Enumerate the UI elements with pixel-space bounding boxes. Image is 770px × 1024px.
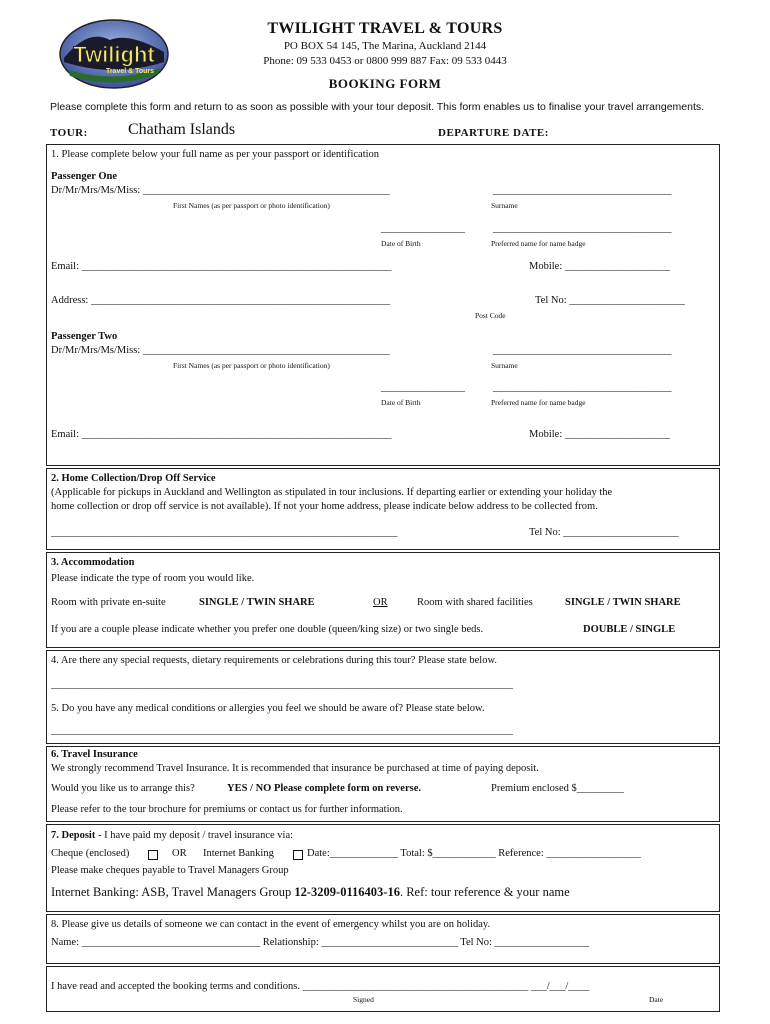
deposit-details-fields[interactable]: Date:_____________ Total: $____________ Reference: __________________ xyxy=(307,848,641,859)
internet-banking-checkbox[interactable] xyxy=(293,850,303,860)
section-3-text: Please indicate the type of room you would like. xyxy=(51,573,255,584)
collection-tel-field[interactable]: Tel No: ______________________ xyxy=(529,527,679,538)
p1-surname-caption: Surname xyxy=(491,201,518,210)
p1-dob-caption: Date of Birth xyxy=(381,239,421,248)
form-intro: Please complete this form and return to as soon as possible with your tour deposit. This form enables us to finalise your travel arrangements. xyxy=(50,101,705,113)
p2-first-names-field[interactable]: Dr/Mr/Mrs/Ms/Miss: _______________________________________________ xyxy=(51,345,390,356)
private-room-options[interactable]: SINGLE / TWIN SHARE xyxy=(199,597,315,608)
p1-dob-field[interactable]: ________________ xyxy=(381,223,465,234)
payment-or-label: OR xyxy=(172,848,187,859)
tour-label: TOUR: xyxy=(50,127,88,139)
p2-dob-caption: Date of Birth xyxy=(381,398,421,407)
company-name: TWILIGHT TRAVEL & TOURS xyxy=(267,20,503,37)
postcode-caption: Post Code xyxy=(475,311,506,320)
tour-value[interactable]: Chatham Islands xyxy=(128,121,236,138)
p2-surname-field[interactable]: __________________________________ xyxy=(493,345,672,356)
shared-room-options[interactable]: SINGLE / TWIN SHARE xyxy=(565,597,681,608)
p1-preferred-name-field[interactable]: __________________________________ xyxy=(493,223,672,234)
medical-question: 5. Do you have any medical conditions or allergies you feel we should be aware of? Please state below. xyxy=(51,703,485,714)
form-title: BOOKING FORM xyxy=(328,76,442,91)
p1-mobile-field[interactable]: Mobile: ____________________ xyxy=(529,261,670,272)
p2-email-field[interactable]: Email: ___________________________________________________________ xyxy=(51,429,392,440)
insurance-recommendation: We strongly recommend Travel Insurance. It is recommended that insurance be purchased at time of paying deposit. xyxy=(51,763,539,774)
company-phone: Phone: 09 533 0453 or 0800 999 887 Fax: 09 533 0443 xyxy=(263,55,507,67)
p1-email-field[interactable]: Email: ___________________________________________________________ xyxy=(51,261,392,272)
declaration-signature-field[interactable]: I have read and accepted the booking terms and conditions. ___________________________________________ ___/___/____ xyxy=(51,981,590,992)
bank-account-number: 12-3209-0116403-16 xyxy=(294,885,400,899)
insurance-yes-no[interactable]: YES / NO Please complete form on reverse. xyxy=(227,783,422,794)
p2-dob-field[interactable]: ________________ xyxy=(381,382,465,393)
section-requests xyxy=(46,650,720,744)
p2-surname-caption: Surname xyxy=(491,361,518,370)
section-3-heading: 3. Accommodation xyxy=(51,557,135,568)
passenger-two-heading: Passenger Two xyxy=(51,331,118,342)
departure-date-label: DEPARTURE DATE: xyxy=(438,127,549,139)
section-2-text-1: (Applicable for pickups in Auckland and Wellington as stipulated in tour inclusions. If departing earlier or extending your holiday the xyxy=(51,487,613,498)
section-insurance xyxy=(46,746,720,822)
logo-wordmark: Twilight xyxy=(73,42,155,67)
shared-facilities-label: Room with shared facilities xyxy=(417,597,533,608)
room-or-label: OR xyxy=(373,597,388,608)
deposit-heading-rest: - I have paid my deposit / travel insurance via: xyxy=(95,830,294,841)
section-2-heading: 2. Home Collection/Drop Off Service xyxy=(51,473,216,484)
section-deposit xyxy=(46,824,720,912)
p1-tel-field[interactable]: Tel No: ______________________ xyxy=(535,295,685,306)
emergency-contact-text: 8. Please give us details of someone we can contact in the event of emergency whilst you are on holiday. xyxy=(51,919,491,930)
medical-field[interactable]: ________________________________________________________________________________________ xyxy=(51,725,513,736)
insurance-arrange-question: Would you like us to arrange this? xyxy=(51,783,195,794)
section-declaration xyxy=(46,966,720,1012)
private-ensuite-label: Room with private en-suite xyxy=(51,597,166,608)
collection-address-field[interactable]: __________________________________________________________________ xyxy=(51,527,398,538)
insurance-refer-text: Please refer to the tour brochure for premiums or contact us for further information. xyxy=(51,804,403,815)
p2-first-names-caption: First Names (as per passport or photo identification) xyxy=(173,361,330,370)
section-7-heading xyxy=(51,830,293,841)
p2-mobile-field[interactable]: Mobile: ____________________ xyxy=(529,429,670,440)
passenger-one-heading: Passenger One xyxy=(51,171,118,182)
p1-preferred-name-caption: Preferred name for name badge xyxy=(491,239,586,248)
cheque-checkbox[interactable] xyxy=(148,850,158,860)
section-6-heading: 6. Travel Insurance xyxy=(51,749,138,760)
p1-surname-field[interactable]: __________________________________ xyxy=(493,185,672,196)
section-passengers xyxy=(46,144,720,466)
section-accommodation xyxy=(46,552,720,648)
section-2-text-2: home collection or drop off service is not available). If not your home address, please indicate below address to be collected from. xyxy=(51,501,598,512)
date-caption: Date xyxy=(649,995,664,1004)
p1-address-field[interactable]: Address: _________________________________________________________ xyxy=(51,295,391,306)
p2-preferred-name-field[interactable]: __________________________________ xyxy=(493,382,672,393)
logo-subtitle: Travel & Tours xyxy=(105,68,155,75)
special-requests-question: 4. Are there any special requests, dietary requirements or celebrations during this tour? Please state below. xyxy=(51,655,498,666)
company-address: PO BOX 54 145, The Marina, Auckland 2144 xyxy=(283,40,487,52)
p1-first-names-caption: First Names (as per passport or photo identification) xyxy=(173,201,330,210)
premium-enclosed-field[interactable]: Premium enclosed $_________ xyxy=(491,783,624,794)
cheque-label: Cheque (enclosed) xyxy=(51,848,130,859)
bank-details xyxy=(51,885,570,900)
cheque-payable-text: Please make cheques payable to Travel Managers Group xyxy=(51,865,289,876)
bank-details-prefix: Internet Banking: ASB, Travel Managers Group xyxy=(51,885,295,899)
internet-banking-label: Internet Banking xyxy=(203,848,274,859)
emergency-contact-fields[interactable]: Name: __________________________________ Relationship: __________________________ Tel No: __________________ xyxy=(51,937,590,948)
special-requests-field[interactable]: ________________________________________________________________________________________ xyxy=(51,679,513,690)
bank-details-suffix: . Ref: tour reference & your name xyxy=(399,885,570,899)
signed-caption: Signed xyxy=(353,995,374,1004)
p2-preferred-name-caption: Preferred name for name badge xyxy=(491,398,586,407)
section-home-collection xyxy=(46,468,720,550)
couple-text: If you are a couple please indicate whether you prefer one double (queen/king size) or two single beds. xyxy=(51,624,484,635)
section-1-intro: 1. Please complete below your full name as per your passport or identification xyxy=(51,149,380,160)
p1-first-names-field[interactable]: Dr/Mr/Mrs/Ms/Miss: _______________________________________________ xyxy=(51,185,390,196)
section-emergency-contact xyxy=(46,914,720,964)
bed-options[interactable]: DOUBLE / SINGLE xyxy=(583,624,676,635)
deposit-heading-bold: 7. Deposit xyxy=(51,830,96,841)
